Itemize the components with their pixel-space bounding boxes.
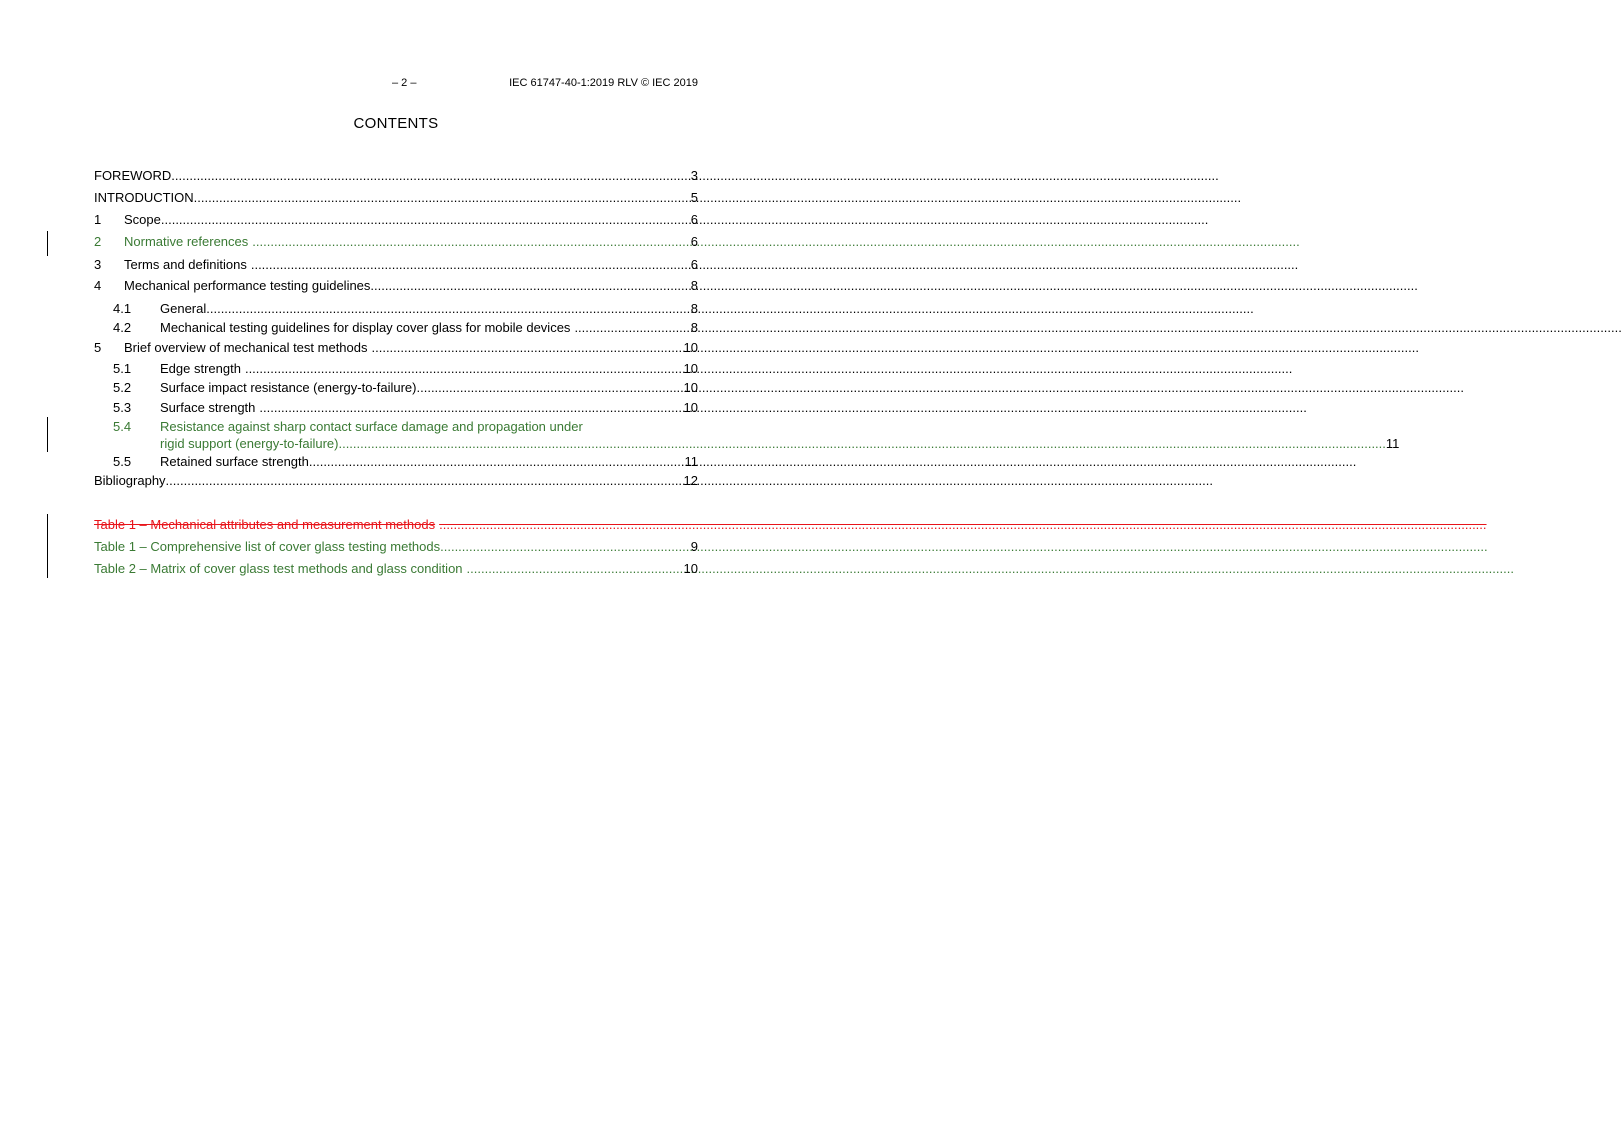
- toc-entry-page: 3: [690, 168, 698, 183]
- toc-entry-title-line2: rigid support (energy-to-failure): [160, 436, 339, 451]
- toc-entry-page: 6: [690, 212, 698, 227]
- toc-entry-number: 5.5: [113, 454, 132, 469]
- toc-entry-title: Mechanical performance testing guidelines: [124, 278, 371, 293]
- leader-dots: [206, 300, 691, 317]
- toc-entry-page: 8: [690, 320, 698, 335]
- leader-dots: [370, 277, 690, 294]
- toc-entry-mechanical-performance[interactable]: [94, 277, 698, 294]
- leader-dots: [166, 472, 684, 489]
- toc-entry-page: 12: [683, 473, 698, 488]
- toc-entry-title: Mechanical testing guidelines for display cover glass for mobile devices: [160, 320, 571, 335]
- table-list-page: 10: [683, 561, 698, 576]
- toc-entry-title: Surface strength: [160, 400, 256, 415]
- toc-entry-title: Brief overview of mechanical test methods: [124, 340, 368, 355]
- leader-dots: [463, 560, 684, 577]
- toc-entry-page: 5: [690, 190, 698, 205]
- leader-dots: [255, 399, 683, 416]
- toc-entry-number: 2: [94, 234, 102, 249]
- toc-entry-page: 10: [683, 340, 698, 355]
- leader-dots: [440, 538, 691, 555]
- toc-entry-title-block: [160, 418, 1399, 452]
- leader-dots: [570, 319, 690, 336]
- toc-entry-general[interactable]: [94, 300, 698, 317]
- toc-entry-page: 10: [683, 400, 698, 415]
- toc-entry-retained-surface-strength[interactable]: [94, 453, 698, 470]
- toc-entry-title: Retained surface strength: [160, 454, 309, 469]
- table-list-page: 9: [690, 539, 698, 554]
- toc-entry-bibliography[interactable]: [94, 472, 698, 489]
- table-list-entry-deleted[interactable]: [94, 516, 698, 533]
- leader-dots: [241, 360, 684, 377]
- toc-entry-number: 5.2: [113, 380, 132, 395]
- toc-entry-title: Bibliography: [94, 473, 166, 488]
- document-id: IEC 61747-40-1:2019 RLV © IEC 2019: [509, 77, 698, 89]
- toc-entry-page: 11: [684, 454, 698, 469]
- toc-entry-title-line1: Resistance against sharp contact surface damage and propagation under: [160, 419, 583, 434]
- toc-entry-edge-strength[interactable]: [94, 360, 698, 377]
- toc-entry-number: 4.2: [113, 320, 132, 335]
- table-list-title: Table 1 – Comprehensive list of cover glass testing methods: [94, 539, 441, 554]
- toc-entry-title: Edge strength: [160, 361, 241, 376]
- toc-entry-number: 1: [94, 212, 102, 227]
- toc-entry-page: 8: [690, 278, 698, 293]
- toc-entry-title: INTRODUCTION: [94, 190, 194, 205]
- change-bar: [47, 514, 48, 578]
- toc-entry-title: General: [160, 301, 207, 316]
- leader-dots: [435, 516, 698, 533]
- toc-entry-page: 10: [683, 380, 698, 395]
- table-list-entry-table-1[interactable]: [94, 538, 698, 555]
- leader-dots: [417, 379, 684, 396]
- leader-dots: [161, 211, 691, 228]
- toc-entry-page: 6: [690, 257, 698, 272]
- leader-dots: [194, 189, 691, 206]
- toc-entry-sharp-contact-resistance[interactable]: [94, 418, 1400, 452]
- toc-entry-number: 4: [94, 278, 102, 293]
- change-bar: [47, 231, 48, 256]
- leader-dots: [247, 256, 691, 273]
- toc-entry-introduction[interactable]: [94, 189, 698, 206]
- toc-entry-surface-strength[interactable]: [94, 399, 698, 416]
- leader-dots: [171, 167, 690, 184]
- toc-entry-normative-references[interactable]: [94, 233, 698, 250]
- page-title: CONTENTS: [353, 115, 439, 132]
- leader-dots: [248, 233, 690, 250]
- toc-entry-number: 5.1: [113, 361, 132, 376]
- page-number: – 2 –: [392, 77, 417, 89]
- table-list-entry-table-2[interactable]: [94, 560, 698, 577]
- toc-entry-title: FOREWORD: [94, 168, 172, 183]
- change-bar: [47, 417, 48, 452]
- leader-dots: [368, 339, 684, 356]
- toc-entry-surface-impact[interactable]: [94, 379, 698, 396]
- toc-entry-number: 4.1: [113, 301, 132, 316]
- page-header: [94, 77, 698, 93]
- toc-entry-page: 11: [1385, 436, 1400, 451]
- table-list-title: Table 1 – Mechanical attributes and measurement methods: [94, 517, 436, 532]
- toc-entry-terms-definitions[interactable]: [94, 256, 698, 273]
- leader-dots: [309, 453, 685, 470]
- toc-entry-scope[interactable]: [94, 211, 698, 228]
- toc-entry-page: 10: [683, 361, 698, 376]
- toc-entry-title: Terms and definitions: [124, 257, 247, 272]
- toc-entry-title: Normative references: [124, 234, 249, 249]
- toc-entry-title: Scope: [124, 212, 161, 227]
- leader-dots: [338, 435, 1385, 452]
- toc-entry-foreword[interactable]: [94, 167, 698, 184]
- toc-entry-title: Surface impact resistance (energy-to-failure): [160, 380, 417, 395]
- toc-entry-number: 3: [94, 257, 102, 272]
- toc-entry-page: 6: [690, 234, 698, 249]
- toc-entry-number: 5.3: [113, 400, 132, 415]
- toc-entry-number: 5.4: [113, 419, 132, 434]
- toc-entry-page: 8: [690, 301, 698, 316]
- toc-entry-brief-overview[interactable]: [94, 339, 698, 356]
- toc-entry-title-line2-row: [160, 435, 1399, 452]
- toc-entry-mechanical-testing-guidelines[interactable]: [94, 319, 698, 336]
- table-list-title: Table 2 – Matrix of cover glass test methods and glass condition: [94, 561, 463, 576]
- toc-entry-number: 5: [94, 340, 102, 355]
